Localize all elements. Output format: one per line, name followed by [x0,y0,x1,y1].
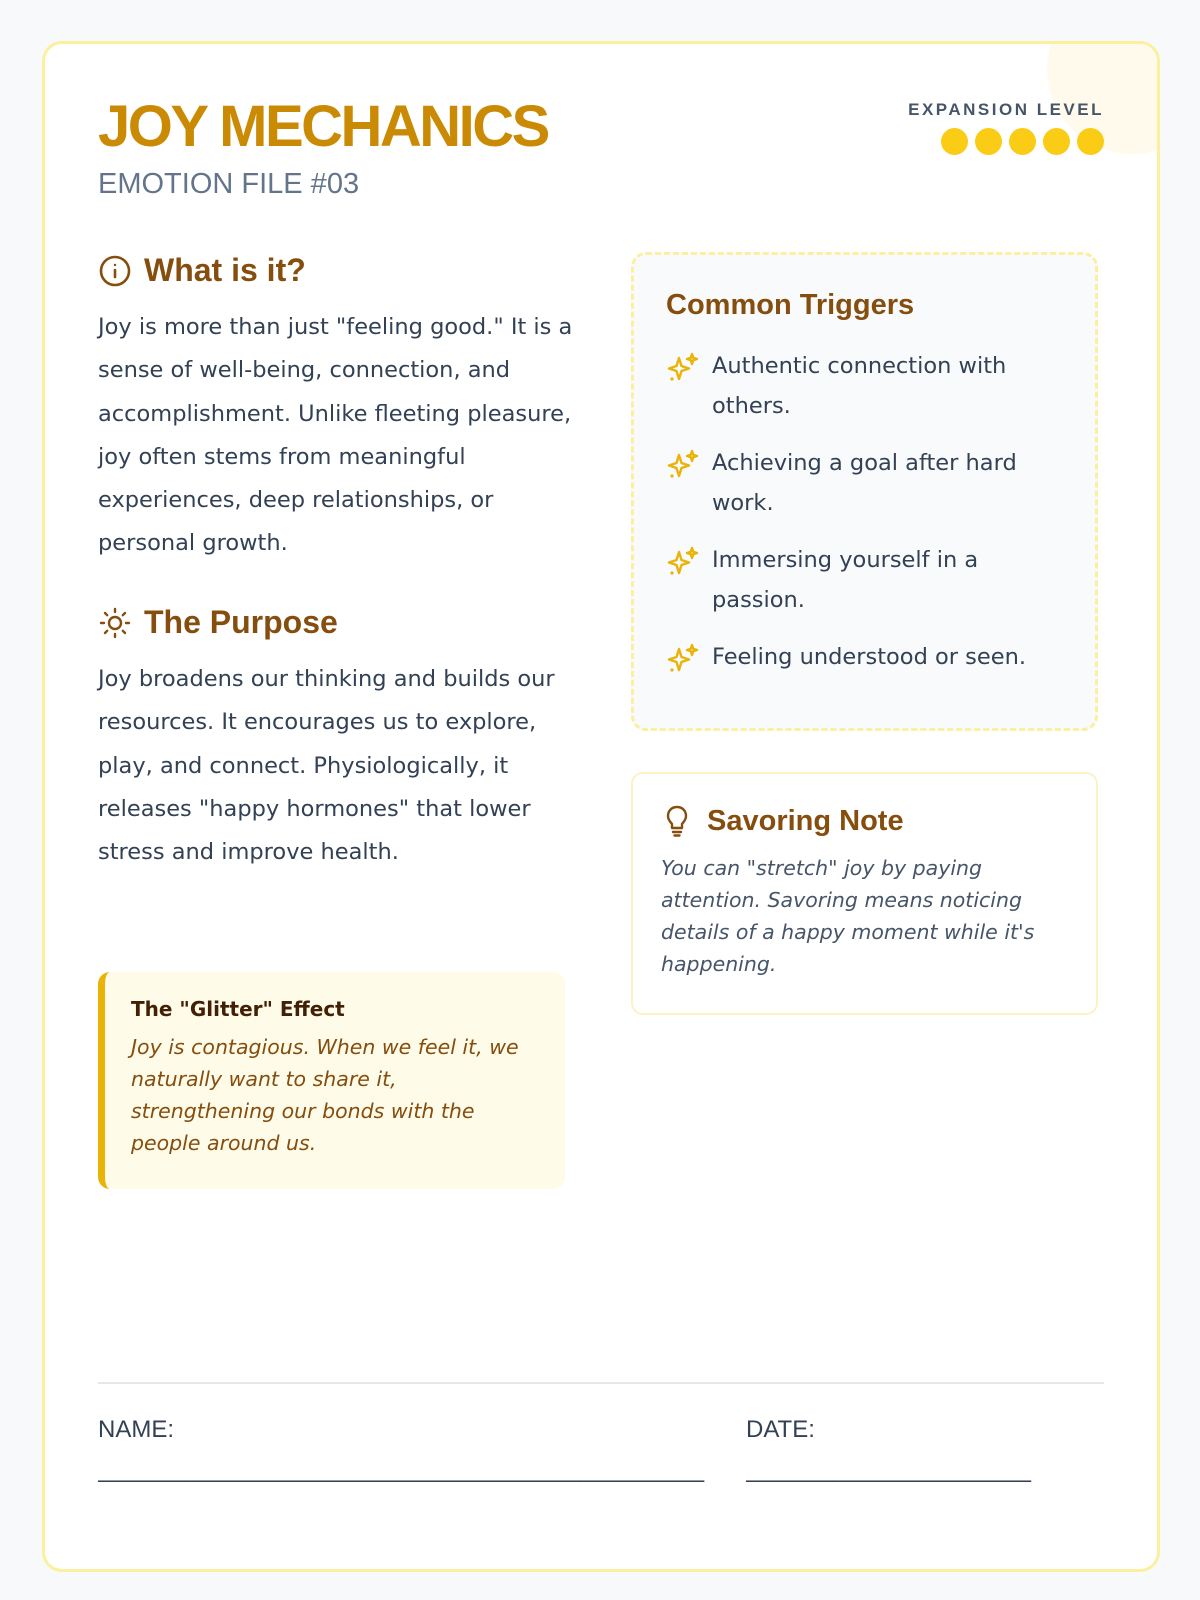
page-title: JOY MECHANICS [98,94,548,159]
lightbulb-icon [661,804,693,838]
trigger-list [666,349,1063,677]
list-item [666,446,1063,523]
date-field-line[interactable]: _______________________ [746,1456,1030,1483]
list-item [666,543,1063,620]
expansion-level [908,100,1104,155]
sparkles-icon [666,351,700,385]
level-dots [908,128,1104,155]
what-is-it-heading [98,252,306,289]
savoring-note-text: You can "stretch" joy by paying attention. Savoring means noticing details of a happy moment while it's happening. [661,856,1035,976]
level-dot [1043,128,1070,155]
list-item [666,640,1063,677]
worksheet-card [42,41,1160,1572]
savoring-note-heading [661,804,1068,838]
level-dot [1009,128,1036,155]
list-item [666,349,1063,426]
trigger-text: Feeling understood or seen. [712,644,1026,670]
sun-icon [98,606,132,640]
expansion-level-label: EXPANSION LEVEL [908,100,1104,119]
level-dot [975,128,1002,155]
what-is-it-text: Joy is more than just "feeling good." It is a sense of well-being, connection, and accomplishment. Unlike fleeting pleasure, joy often stems from meaningful experiences, deep relationships, or personal growth. [98,314,573,557]
triggers-title: Common Triggers [666,289,915,321]
sparkles-icon [666,448,700,482]
glitter-title: The "Glitter" Effect [131,997,345,1021]
sparkles-icon [666,545,700,579]
name-label: NAME: [98,1416,175,1443]
purpose-text: Joy broadens our thinking and builds our resources. It encourages us to explore, play, and connect. Physiologically, it releases "happy hormones" that lower stress and improve health. [98,666,555,866]
savoring-note-title: Savoring Note [707,804,904,837]
glitter-callout [98,972,565,1189]
savoring-note-box [631,772,1098,1015]
purpose-heading [98,604,338,641]
purpose-title: The Purpose [144,604,338,640]
trigger-text: Achieving a goal after hard work. [712,450,1017,516]
what-is-it-title: What is it? [144,252,306,288]
footer-divider [98,1382,1104,1384]
level-dot [941,128,968,155]
info-icon [98,254,132,288]
date-label: DATE: [746,1416,815,1443]
level-dot [1077,128,1104,155]
name-field-line[interactable]: _________________________________________________ [98,1456,704,1483]
sparkles-icon [666,642,700,676]
glitter-text: Joy is contagious. When we feel it, we naturally want to share it, strengthening our bonds with the people around us. [131,1035,519,1155]
trigger-text: Authentic connection with others. [712,353,1007,419]
common-triggers-box [631,252,1098,731]
trigger-text: Immersing yourself in a passion. [712,547,979,613]
page-subtitle: EMOTION FILE #03 [98,168,360,200]
